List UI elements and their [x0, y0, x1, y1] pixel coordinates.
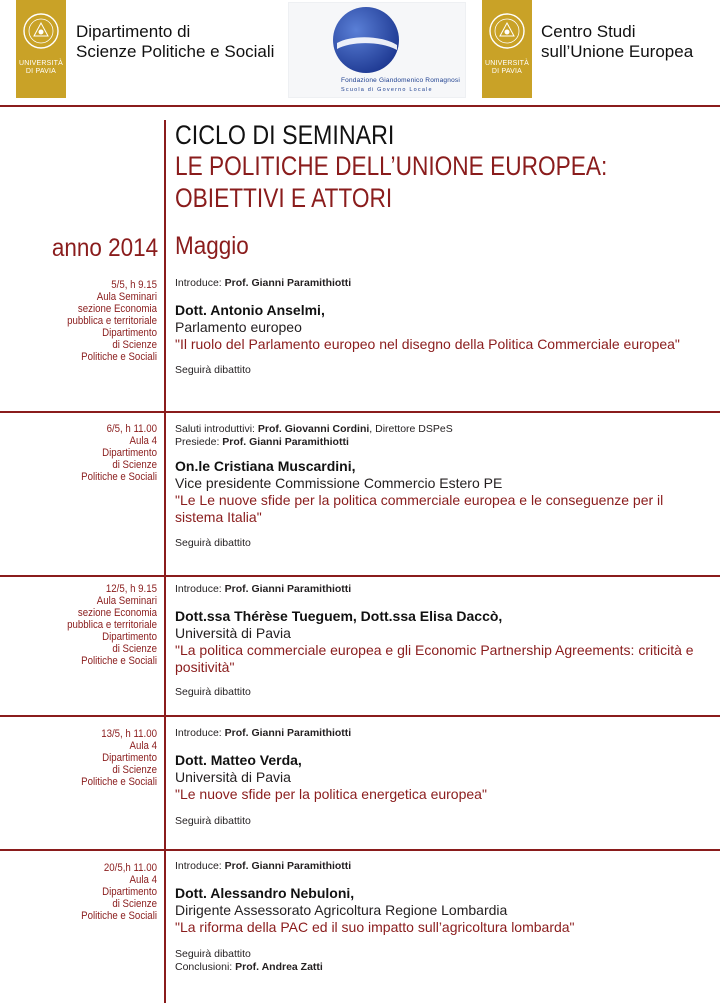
session-location-line: sezione Economia [77, 303, 157, 315]
seminar-title-line1: LE POLITICHE DELL’UNIONE EUROPEA: [175, 151, 608, 181]
centre-name: Centro Studi sull’Unione Europea [541, 22, 694, 61]
header [0, 0, 720, 107]
session-2 [175, 423, 715, 550]
session-location-line: di Scienze [112, 643, 157, 655]
speaker-name: Dott. Antonio Anselmi, [175, 302, 325, 318]
session-5 [175, 860, 715, 974]
followup-note: Seguirà dibattito [175, 364, 251, 376]
speaker-role: Parlamento europeo [175, 319, 302, 335]
talk-title: "La politica commerciale europea e gli Economic Partnership Agreements: criticità e positività" [175, 642, 694, 675]
section-divider [0, 849, 720, 851]
university-crest-icon [22, 12, 60, 50]
session-location-line: Politiche e Sociali [81, 655, 157, 667]
speaker-role: Università di Pavia [175, 769, 291, 785]
speaker-role: Università di Pavia [175, 625, 291, 641]
year-label: anno 2014 [51, 234, 158, 262]
session-location-line: Politiche e Sociali [81, 776, 157, 788]
university-seal-right [482, 0, 532, 98]
session-location-line: Politiche e Sociali [81, 351, 157, 363]
seal-text: UNIVERSITÀ DI PAVIA [18, 60, 63, 75]
session-location-line: di Scienze [112, 898, 157, 910]
session-location-line: di Scienze [112, 764, 157, 776]
session-4 [175, 727, 715, 828]
session-3 [175, 583, 715, 699]
followup-note: Seguirà dibattito [175, 815, 251, 827]
session-location-line: Dipartimento [102, 752, 157, 764]
session-date: 13/5, h 11.00 [101, 728, 157, 740]
intro-line: Introduce: Prof. Gianni Paramithiotti [175, 583, 352, 595]
session-meta [25, 862, 157, 922]
followup-note: Seguirà dibattito [175, 948, 251, 960]
chair-line: Presiede: Prof. Gianni Paramithiotti [175, 436, 349, 448]
session-location-line: Politiche e Sociali [81, 910, 157, 922]
vertical-divider [164, 120, 166, 1003]
seal-text: UNIVERSITÀ DI PAVIA [484, 60, 529, 75]
session-location-line: pubblica e territoriale [67, 619, 157, 631]
header-divider [0, 105, 720, 107]
session-room: Aula 4 [129, 874, 157, 886]
speaker-name: On.le Cristiana Muscardini, [175, 458, 356, 474]
session-meta [25, 423, 157, 483]
session-date: 12/5, h 9.15 [105, 583, 157, 595]
session-meta [25, 728, 157, 788]
section-divider [0, 575, 720, 577]
talk-title: "Le Le nuove sfide per la politica commerciale europea e le conseguenze per il sistema Italia" [175, 492, 664, 525]
month-label: Maggio [175, 232, 249, 260]
session-meta [25, 583, 157, 667]
session-date: 20/5,h 11.00 [103, 862, 157, 874]
section-divider [0, 715, 720, 717]
session-location-line: Dipartimento [102, 447, 157, 459]
session-location-line: Politiche e Sociali [81, 471, 157, 483]
session-date: 5/5, h 9.15 [111, 279, 157, 291]
foundation-emblem-icon [331, 5, 401, 75]
session-room: Aula Seminari [96, 291, 157, 303]
foundation-subtitle: Scuola di Governo Locale [341, 87, 433, 93]
session-location-line: di Scienze [112, 459, 157, 471]
session-location-line: sezione Economia [77, 607, 157, 619]
intro-line: Introduce: Prof. Gianni Paramithiotti [175, 727, 352, 739]
session-date: 6/5, h 11.00 [106, 423, 157, 435]
department-name: Dipartimento di Scienze Politiche e Sociali [76, 22, 275, 61]
conclusion-line: Conclusioni: Prof. Andrea Zatti [175, 961, 323, 973]
session-location-line: pubblica e territoriale [67, 315, 157, 327]
university-seal-left [16, 0, 66, 98]
session-room: Aula 4 [129, 740, 157, 752]
intro-line: Introduce: Prof. Gianni Paramithiotti [175, 277, 352, 289]
session-location-line: Dipartimento [102, 327, 157, 339]
section-divider [0, 411, 720, 413]
session-location-line: Dipartimento [102, 631, 157, 643]
seminar-title-line2: OBIETTIVI E ATTORI [175, 183, 393, 213]
followup-note: Seguirà dibattito [175, 537, 251, 549]
speaker-name: Dott. Alessandro Nebuloni, [175, 885, 355, 901]
session-room: Aula Seminari [96, 595, 157, 607]
session-location-line: Dipartimento [102, 886, 157, 898]
series-title: CICLO DI SEMINARI [175, 120, 395, 150]
foundation-name: Fondazione Giandomenico Romagnosi [341, 77, 460, 84]
session-1 [175, 277, 715, 377]
intro-line: Saluti introduttivi: Prof. Giovanni Cordini, Direttore DSPeS [175, 423, 453, 435]
intro-line: Introduce: Prof. Gianni Paramithiotti [175, 860, 352, 872]
title-block [175, 120, 690, 214]
talk-title: "Il ruolo del Parlamento europeo nel disegno della Politica Commerciale europea" [175, 336, 680, 352]
talk-title: "La riforma della PAC ed il suo impatto sull’agricoltura lombarda" [175, 919, 575, 935]
speaker-role: Vice presidente Commissione Commercio Estero PE [175, 475, 503, 491]
speaker-name: Dott.ssa Thérèse Tueguem, Dott.ssa Elisa Daccò, [175, 608, 503, 624]
session-meta [25, 279, 157, 363]
university-crest-icon [488, 12, 526, 50]
followup-note: Seguirà dibattito [175, 686, 251, 698]
talk-title: "Le nuove sfide per la politica energetica europea" [175, 786, 487, 802]
foundation-logo [288, 2, 466, 98]
session-location-line: di Scienze [112, 339, 157, 351]
speaker-name: Dott. Matteo Verda, [175, 752, 302, 768]
session-room: Aula 4 [129, 435, 157, 447]
speaker-role: Dirigente Assessorato Agricoltura Regione Lombardia [175, 902, 508, 918]
